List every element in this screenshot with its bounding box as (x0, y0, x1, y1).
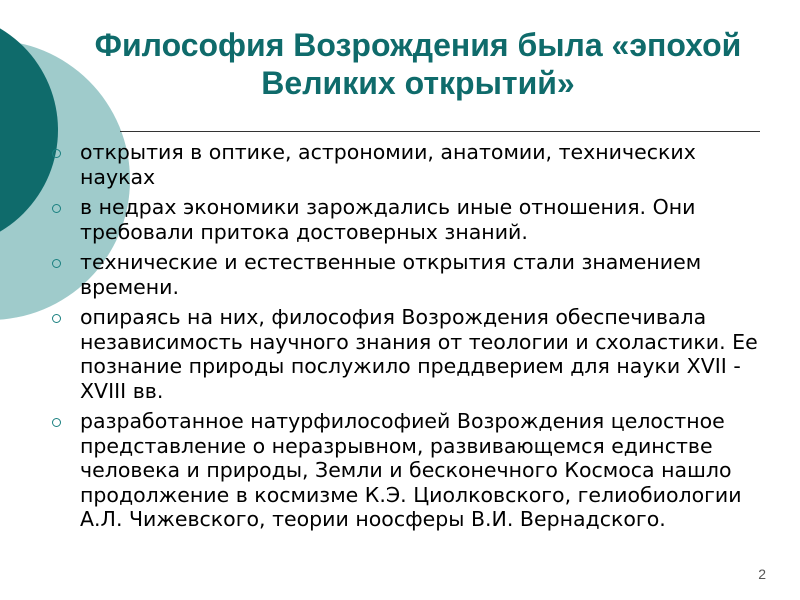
page-number: 2 (758, 566, 766, 582)
bullet-circle-icon (52, 149, 61, 158)
bullet-circle-icon (52, 204, 61, 213)
bullet-circle-icon (52, 259, 61, 268)
bullet-text: разработанное натурфилософией Возрождения целостное представление о неразрывном, развивающемся единстве человека и природы, Земли и бесконечного Космоса нашло продолжение в космизме К.Э. Циолковского, гелиобиологии А.Л. Чижевского, теории ноосферы В.И. Вернадского. (80, 409, 742, 531)
bullet-text: опираясь на них, философия Возрождения обеспечивала независимость научного знания от теологии и схоластики. Ее познание природы послужило преддверием для науки XVII - XVIII вв. (80, 305, 758, 403)
bullet-text: открытия в оптике, астрономии, анатомии, технических науках (80, 140, 696, 189)
bullet-list (48, 140, 768, 538)
bullet-circle-icon (52, 418, 61, 427)
title-line-2: Великих открытий» (261, 65, 575, 101)
list-item (48, 409, 768, 532)
title-line-1: Философия Возрождения была «эпохой (94, 27, 742, 63)
title-divider (120, 131, 760, 132)
bullet-circle-icon (52, 314, 61, 323)
bullet-text: в недрах экономики зарождались иные отношения. Они требовали притока достоверных знаний. (80, 195, 696, 244)
list-item (48, 140, 768, 189)
bullet-text: технические и естественные открытия стали знамением времени. (80, 250, 702, 299)
list-item (48, 250, 768, 299)
list-item (48, 305, 768, 403)
slide-title (0, 26, 800, 102)
list-item (48, 195, 768, 244)
